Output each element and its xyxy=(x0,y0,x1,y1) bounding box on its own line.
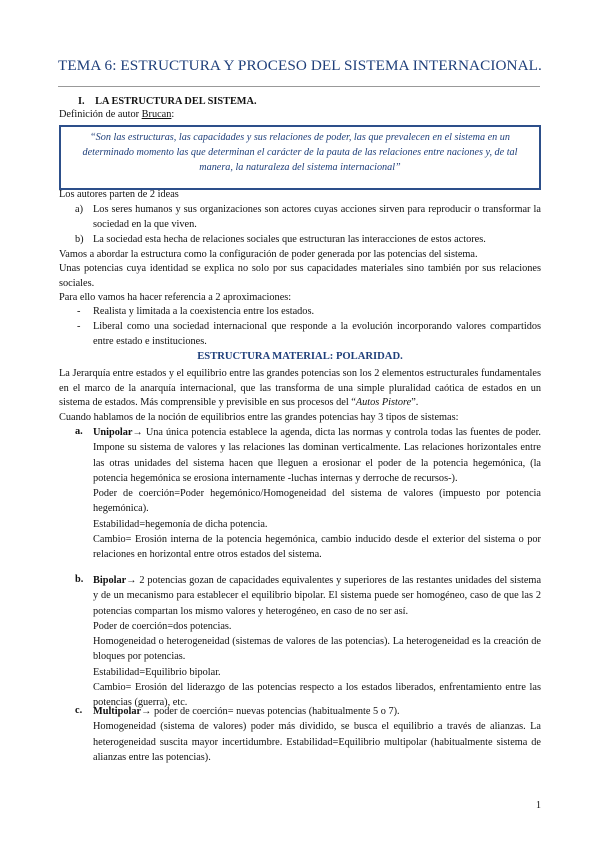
definition-suffix: : xyxy=(171,109,175,120)
hierarchy-text: La Jerarquía entre estados y el equilibrio entre las grandes potencias son los 2 elementos estructurales fundamentales en el marco de la anarquía internacional, que las transforma de una simple pluralidad caótica de estados en un sistema de estados. Más comprensible y previsible en sus procesos del “ xyxy=(59,368,541,408)
approach-marker: - xyxy=(77,306,81,317)
section-title: LA ESTRUCTURA DEL SISTEMA. xyxy=(95,96,257,107)
bipolar-description xyxy=(93,573,541,619)
type-name: Unipolar xyxy=(93,427,133,438)
type-multipolar xyxy=(93,704,541,765)
type-marker: c. xyxy=(75,705,83,716)
type-line: Poder de coerción=Poder hegemónico/Homogeneidad del sistema de valores (impuesto por potencia hegemónica). xyxy=(93,488,541,515)
type-line: Estabilidad=Equilibrio bipolar. xyxy=(93,666,221,678)
idea-marker: b) xyxy=(75,234,84,245)
section-subheading: ESTRUCTURA MATERIAL: POLARIDAD. xyxy=(197,351,403,362)
idea-marker: a) xyxy=(75,204,83,215)
type-line: 2 potencias gozan de capacidades equivalentes y superiores de las restantes unidades del sistema y de un mecanismo para establecer el equilibrio bipolar. El sistema puede ser homogéneo, caso de que las 2 potencias compartan los mismo valores y heterogéneo, en caso de no ser así. xyxy=(93,575,542,617)
idea-item: Los seres humanos y sus organizaciones son actores cuyas acciones sirven para reproducir o transformar la sociedad en la que viven. xyxy=(93,204,541,230)
multipolar-description xyxy=(93,704,541,719)
arrow-icon: → xyxy=(141,706,152,717)
type-line: poder de coerción= nuevas potencias (habitualmente 5 o 7). xyxy=(153,706,400,717)
type-line: Homogeneidad (sistema de valores) poder más dividido, se busca el equilibrio a través de alianzas. La heterogeneidad suscita mayor incertidumbre. Estabilidad=Equilibrio multipolar (habitualmente sistema de alianzas entre las potencias). xyxy=(93,721,541,763)
paragraph: Para ello vamos ha hacer referencia a 2 aproximaciones: xyxy=(59,292,292,303)
quote-box xyxy=(59,125,541,190)
paragraph: Unas potencias cuya identidad se explica no solo por sus capacidades materiales sino también por sus relaciones sociales. xyxy=(59,263,541,289)
approach-item: Liberal como una sociedad internacional que responde a la evolución incorporando valores compartidos entre estado e instituciones. xyxy=(93,321,541,347)
arrow-icon: → xyxy=(126,575,137,586)
definition-line xyxy=(59,108,174,122)
type-line: Poder de coerción=dos potencias. xyxy=(93,620,232,632)
hierarchy-italic: Autos Pistore xyxy=(355,397,412,408)
type-line: Cambio= Erosión del liderazgo de las potencias respecto a los estados liberados, enfrentamiento entre las potencias (guerra), etc. xyxy=(93,682,541,709)
type-line: Estabilidad=hegemonía de dicha potencia. xyxy=(93,518,268,530)
type-marker: b. xyxy=(75,574,84,585)
hierarchy-paragraph xyxy=(59,367,541,411)
definition-prefix: Definición de autor xyxy=(59,109,142,120)
arrow-icon: → xyxy=(132,427,143,438)
ideas-intro: Los autores parten de 2 ideas xyxy=(59,189,179,200)
title-divider xyxy=(58,86,540,87)
approach-marker: - xyxy=(77,321,81,332)
type-name: Bipolar xyxy=(93,575,127,586)
type-marker: a. xyxy=(75,426,83,437)
type-name: Multipolar xyxy=(93,706,142,717)
section-number: I. xyxy=(78,96,85,107)
paragraph: Vamos a abordar la estructura como la configuración de poder generada por las potencias del sistema. xyxy=(59,249,478,260)
page-title: TEMA 6: ESTRUCTURA Y PROCESO DEL SISTEMA INTERNACIONAL. xyxy=(58,57,542,74)
approach-item: Realista y limitada a la coexistencia entre los estados. xyxy=(93,306,315,317)
unipolar-description xyxy=(93,425,541,486)
quote-text: “Son las estructuras, las capacidades y sus relaciones de poder, las que prevalecen en el sistema en un determinado momento las que determinan el carácter de la pauta de las relaciones entre naciones y, de tal manera, la naturaleza del sistema internacional” xyxy=(82,132,518,173)
type-bipolar xyxy=(93,573,541,711)
hierarchy-end: ”. xyxy=(411,397,419,408)
section-heading xyxy=(78,95,257,109)
definition-author: Brucan xyxy=(141,109,172,120)
idea-item: La sociedad esta hecha de relaciones sociales que estructuran las interacciones de estos actores. xyxy=(93,234,486,245)
page-number: 1 xyxy=(536,800,541,811)
type-unipolar xyxy=(93,425,541,563)
type-line: Homogeneidad o heterogeneidad (sistemas de valores de las potencias). La heterogeneidad es la creación de bloques por potencias. xyxy=(93,636,541,663)
types-intro: Cuando hablamos de la noción de equilibrios entre las grandes potencias hay 3 tipos de sistemas: xyxy=(59,412,459,423)
type-line: Una única potencia establece la agenda, dicta las normas y controla todas las fuentes de poder. Impone su sistema de valores y las relaciones las dominan verticalmente. Las relaciones horizontales entre las otras unidades del sistema hacen que lleguen a erosionar el poder de la potencia hegemónica, (la potencia hegemónica se erosiona internamente -luchas internas y derroche de recursos-). xyxy=(93,427,542,484)
type-line: Cambio= Erosión interna de la potencia hegemónica, cambio inducido desde el exterior del sistema o por relaciones en horizontal entre otros estados del sistema. xyxy=(93,534,541,561)
